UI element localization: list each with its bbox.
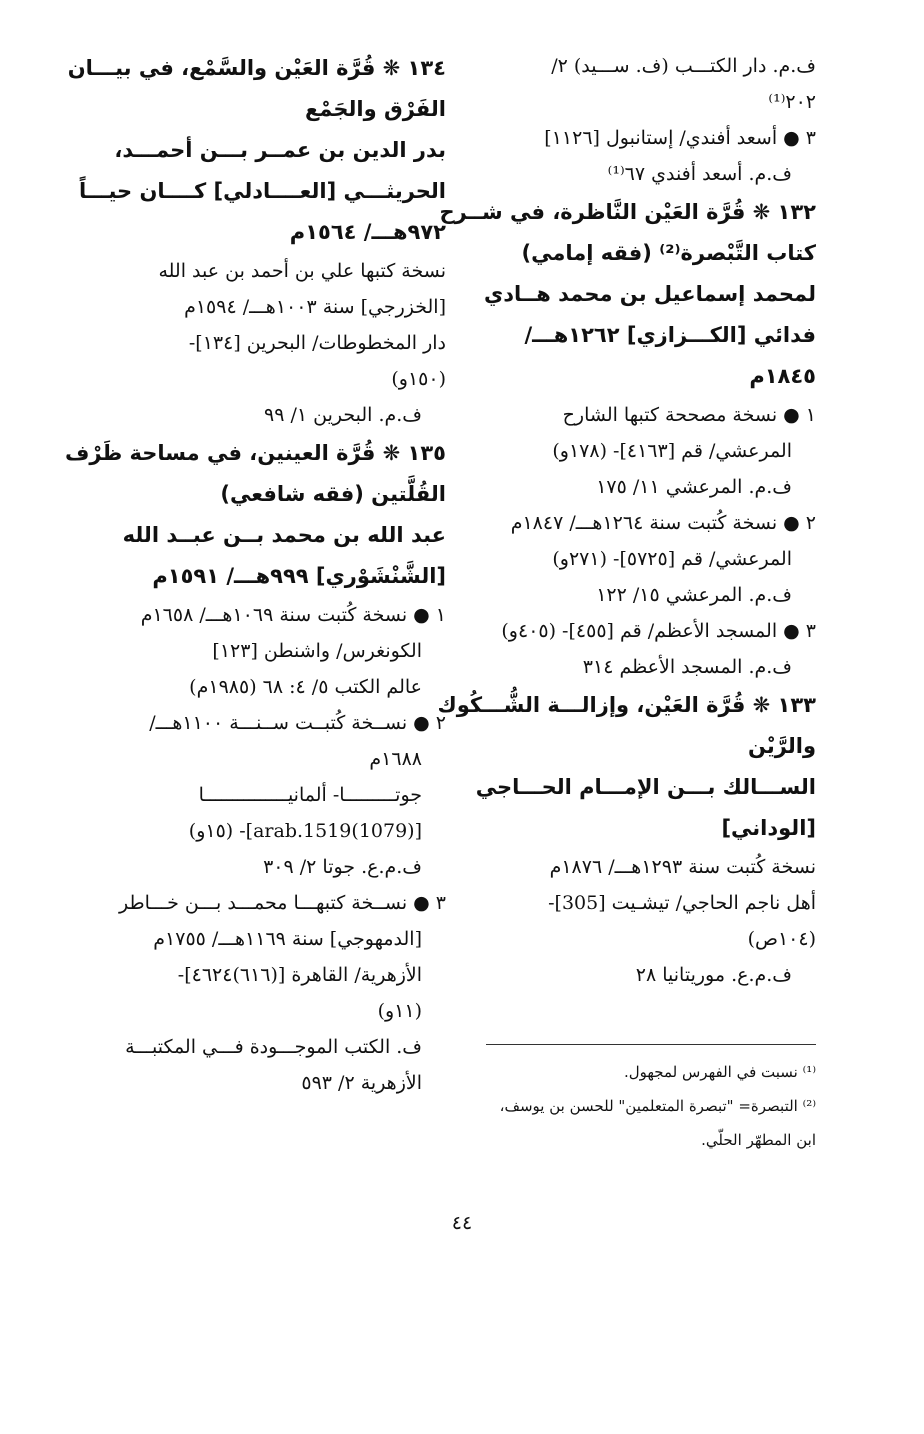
entry-text-line: ف. الكتب الموجـــودة فـــي المكتبـــة xyxy=(125,1036,422,1058)
entry-text-line: الأزهرية/ القاهرة [(٦١٦)٤٦٢٤]- xyxy=(177,964,422,986)
entry-text-line: دار المخطوطات/ البحرين [١٣٤]- xyxy=(188,332,446,354)
entry-text-line: المرعشي/ قم [٤١٦٣]- (١٧٨و) xyxy=(552,440,792,462)
footnote-line: ابن المطهّر الحلّي. xyxy=(701,1131,816,1149)
footnote-line: ⁽¹⁾ نسبت في الفهرس لمجهول. xyxy=(623,1063,816,1081)
entry-text-line: الأزهرية ٢/ ٥٩٣ xyxy=(301,1072,422,1094)
entry-text-line: ٣ ● المسجد الأعظم/ قم [٤٥٥]- (٤٠٥و) xyxy=(501,620,816,642)
entry-heading-line: فدائي [الكـــزازي] ١٢٦٢هـــ/ xyxy=(524,323,816,347)
page-number: ٤٤ xyxy=(451,1212,473,1234)
entry-heading-line: ١٣٤ ❋ قُرَّة العَيْن والسَّمْع، في بيـــان xyxy=(67,56,446,80)
entry-heading-line: والرَّيْن xyxy=(748,734,816,758)
entry-heading-line: ١٣٢ ❋ قُرَّة العَيْن النَّاظرة، في شــرح xyxy=(439,200,816,224)
entry-text-line: ٢ ● نســخة كُتبــت ســنـــة ١١٠٠هـــ/ xyxy=(149,712,446,734)
entry-heading-line: ١٨٤٥م xyxy=(749,364,816,388)
entry-text-line: ف.م.ع. موريتانيا ٢٨ xyxy=(635,964,792,986)
entry-text-line: أهل ناجم الحاجي/ تيشـيت [305]- xyxy=(548,892,816,914)
entry-heading-line: عبد الله بن محمد بــن عبــد الله xyxy=(122,523,446,547)
entry-heading-line: القُلَّتين (فقه شافعي) xyxy=(220,482,446,506)
entry-text-line: ف.م. دار الكتـــب (ف. ســـيد) ٢/ xyxy=(551,55,816,77)
entry-heading-line: الســـالك بـــن الإمـــام الحـــاجي xyxy=(475,775,816,799)
entry-text-line: ١ ● نسخة كُتبت سنة ١٠٦٩هـــ/ ١٦٥٨م xyxy=(140,604,446,626)
entry-heading-line: ١٣٣ ❋ قُرَّة العَيْن، وإزالـــة الشُّـــكُوك xyxy=(437,693,816,717)
left-column xyxy=(64,48,446,1101)
entry-heading-line: لمحمد إسماعيل بن محمد هــادي xyxy=(484,282,816,306)
entry-heading-line: كتاب التَّبْصرة⁽²⁾ (فقه إمامي) xyxy=(521,241,816,265)
entry-text-line: ١٦٨٨م xyxy=(369,748,422,770)
entry-text-line: ف.م. المرعشي ١٥/ ١٢٢ xyxy=(596,584,792,606)
entry-heading-line: بدر الدين بن عمــر بـــن أحمـــد، xyxy=(114,138,446,162)
right-column-lines xyxy=(437,48,816,993)
entry-text-line: [الدمهوجي] سنة ١١٦٩هـــ/ ١٧٥٥م xyxy=(153,928,422,950)
footnotes xyxy=(486,1044,816,1157)
entry-text-line: ف.م. المسجد الأعظم ٣١٤ xyxy=(582,656,792,678)
entry-text-line: ف.م.ع. جوتا ٢/ ٣٠٩ xyxy=(263,856,422,878)
entry-heading-line: ١٣٥ ❋ قُرَّة العينين، في مساحة ظَرْف xyxy=(64,441,446,465)
entry-text-line: ٢ ● نسخة كُتبت سنة ١٢٦٤هـــ/ ١٨٤٧م xyxy=(510,512,816,534)
entry-text-line: ف.م. البحرين ١/ ٩٩ xyxy=(263,404,422,426)
entry-text-line: ٢٠٢⁽¹⁾ xyxy=(768,91,816,113)
entry-text-line: المرعشي/ قم [٥٧٢٥]- (٢٧١و) xyxy=(552,548,792,570)
entry-text-line: (١٥٠و) xyxy=(391,368,446,390)
footnote-line: ⁽²⁾ التبصرة= "تبصرة المتعلمين" للحسن بن يوسف، xyxy=(499,1097,816,1115)
right-column xyxy=(437,48,816,993)
entry-heading-line: [الشَّنْشَوْري] ٩٩٩هـــ/ ١٥٩١م xyxy=(152,564,446,588)
entry-text-line: (١٠٤ص) xyxy=(747,928,816,950)
entry-text-line: عالم الكتب ٥/ ٤: ٦٨ (١٩٨٥م) xyxy=(189,676,422,698)
entry-heading-line: ٩٧٢هـــ/ ١٥٦٤م xyxy=(289,220,446,244)
entry-text-line: (١١و) xyxy=(377,1000,422,1022)
entry-text-line: الكونغرس/ واشنطن [١٢٣] xyxy=(212,640,422,662)
entry-text-line: [الخزرجي] سنة ١٠٠٣هـــ/ ١٥٩٤م xyxy=(184,296,446,318)
entry-text-line: ١ ● نسخة مصححة كتبها الشارح xyxy=(562,404,816,426)
left-column-lines xyxy=(64,48,446,1101)
entry-text-line: ٣ ● نســخة كتبهـــا محمـــد بـــن خـــاطر xyxy=(118,892,446,914)
entry-text-line: نسخة كتبها علي بن أحمد بن عبد الله xyxy=(158,260,446,282)
entry-heading-line: [الوداني] xyxy=(721,816,816,840)
entry-text-line: ف.م. أسعد أفندي ٦٧⁽¹⁾ xyxy=(607,163,792,185)
entry-text-line: ف.م. المرعشي ١١/ ١٧٥ xyxy=(596,476,792,498)
entry-heading-line: الحريثـــي [العــــادلي] كــــان حيـــاً xyxy=(79,179,446,203)
entry-text-line: جوتـــــــــا- ألمانيـــــــــــــــا xyxy=(198,784,422,806)
entry-text-line: [(1079)arab.1519]- (١٥و) xyxy=(188,820,422,842)
entry-heading-line: الفَرْق والجَمْع xyxy=(304,97,446,121)
entry-text-line: نسخة كُتبت سنة ١٢٩٣هـــ/ ١٨٧٦م xyxy=(549,856,816,878)
entry-text-line: ٣ ● أسعد أفندي/ إستانبول [١١٢٦] xyxy=(544,127,816,149)
